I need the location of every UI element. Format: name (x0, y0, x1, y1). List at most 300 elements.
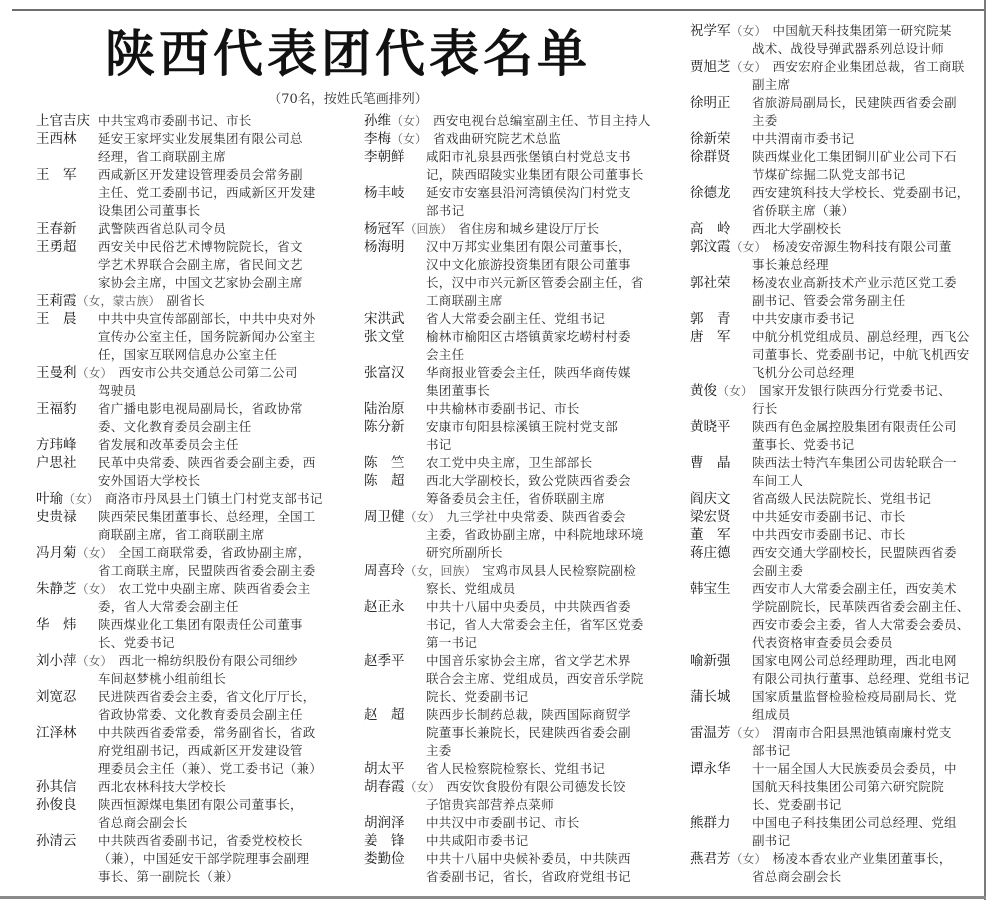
delegate-name-text: 唐 军 (690, 329, 731, 345)
delegate-name (690, 220, 752, 238)
delegate-name-text: 杨冠军 (364, 221, 405, 237)
delegate-title (119, 652, 336, 670)
delegate-name-text: 胡润泽 (364, 815, 405, 831)
delegate-name (364, 814, 426, 832)
delegate-title-line: 商联副主席，省工商联副主席 (98, 527, 265, 542)
delegate-title-line: 西安市委会主委，省人大常委会委员、 (752, 617, 970, 632)
delegate-title (752, 454, 982, 472)
delegate-name (364, 418, 426, 436)
delegate-title-line: 部书记 (426, 203, 465, 218)
delegate-name (690, 454, 752, 472)
delegate-title-line: 榆林市榆阳区古塔镇黄家圪崂村村委 (426, 329, 631, 344)
delegate-entry (690, 94, 982, 130)
delegate-name (36, 652, 113, 670)
delegate-title-line: 商洛市丹凤县土门镇土门村党支部书记 (105, 491, 323, 506)
delegate-entry (690, 814, 982, 850)
delegate-name-text: 刘宽忍 (36, 689, 77, 705)
delegate-name-text: 王 军 (36, 167, 77, 183)
delegate-name (36, 436, 98, 454)
delegate-title-line: 中国音乐家协会主席，省文学艺术界 (426, 653, 631, 668)
delegate-title-line: 主委 (752, 113, 778, 128)
delegate-name-text: 王曼利 (36, 365, 77, 381)
delegate-title-line: 陕西有色金属控股集团有限责任公司 (752, 419, 957, 434)
delegate-name (36, 130, 98, 148)
delegate-name (690, 418, 752, 436)
delegate-name-text: 王春新 (36, 221, 77, 237)
delegate-entry (364, 760, 674, 778)
delegate-title (752, 508, 982, 526)
delegate-entry (364, 472, 674, 508)
delegate-entry (364, 562, 674, 598)
delegate-title (98, 796, 336, 814)
delegate-name-text: 蒋庄德 (690, 545, 731, 561)
delegate-title-line: 省人大常委会副主任、党组书记 (426, 311, 606, 326)
delegate-title-line: 委、文化教育委员会副主任 (98, 419, 252, 434)
delegate-name (36, 508, 98, 526)
delegate-name (364, 400, 426, 418)
delegate-title-line: 车间工人 (752, 473, 804, 488)
delegate-name (364, 148, 426, 166)
delegate-name-text: 雷温芳 (690, 725, 731, 741)
delegate-title-line: 陕西煤业化工集团有限责任公司董事 (98, 617, 303, 632)
delegate-entry (364, 832, 674, 850)
delegate-title-line: 中共陕西省委副书记，省委党校校长 (98, 833, 303, 848)
delegate-name-text: 陈分新 (364, 419, 405, 435)
delegate-name-text: 王西林 (36, 131, 77, 147)
delegate-tag: （女） (76, 366, 113, 380)
delegate-entry (364, 508, 674, 562)
delegate-title-line: 节煤矿综掘二队党支部书记 (752, 167, 906, 182)
delegate-title (426, 832, 674, 850)
delegate-title-line: 家协会主席，中国文艺家协会副主席 (98, 275, 303, 290)
delegate-title (98, 724, 336, 742)
delegate-title-line: 西安交通大学副校长，民盟陕西省委 (752, 545, 957, 560)
delegate-title (426, 472, 674, 490)
delegate-name-text: 孙其信 (36, 779, 77, 795)
delegate-name (364, 850, 426, 868)
delegate-name-text: 江泽林 (36, 725, 77, 741)
delegate-name (36, 688, 98, 706)
delegate-name (364, 454, 426, 472)
delegate-title (426, 400, 674, 418)
delegate-name (36, 616, 98, 634)
delegate-name-text: 贾旭芝 (690, 59, 731, 75)
delegate-entry (36, 796, 336, 832)
delegate-title-line: 长、党委书记 (98, 635, 175, 650)
delegate-name (690, 184, 752, 202)
delegate-name (364, 508, 441, 526)
delegate-title-line: 陕西恒源煤电集团有限公司董事长， (98, 797, 303, 812)
delegate-title (447, 508, 674, 526)
delegate-name (364, 112, 427, 130)
delegate-title-line: 中共安康市委书记 (752, 311, 855, 326)
page-title: 陕西代表团代表名单 (105, 25, 591, 83)
delegate-entry (36, 436, 336, 454)
delegate-title-line: 全国工商联常委，省政协副主席， (118, 545, 311, 560)
delegate-title-line: 院长、党委副书记 (426, 689, 529, 704)
delegate-title-line: 农工党中央副主席、陕西省委会主 (118, 581, 311, 596)
delegate-name-text: 张富汉 (364, 365, 405, 381)
delegate-title-line: 省人民检察院检察长、党组书记 (426, 761, 606, 776)
delegate-title (426, 148, 674, 166)
delegate-title (98, 400, 336, 418)
delegate-title-line: 西安饮食股份有限公司德发长饺 (446, 779, 626, 794)
delegate-title (426, 706, 674, 724)
delegate-entry (364, 652, 674, 706)
delegate-title (98, 832, 336, 850)
delegate-title (426, 652, 674, 670)
delegate-title (98, 112, 336, 130)
delegate-name-text: 李梅 (364, 131, 391, 147)
delegate-tag: （女） (63, 492, 100, 506)
delegate-title-line: 省政协常委、文化教育委员会副主任 (98, 707, 303, 722)
delegate-title-line: 任，国家互联网信息办公室主任 (98, 347, 278, 362)
delegate-title-line: 安外国语大学校长 (98, 473, 201, 488)
delegate-title-line: 副省长 (166, 293, 205, 308)
delegate-title (752, 490, 982, 508)
delegate-title-line: 筹备委员会主任，省侨联副主席 (426, 491, 606, 506)
delegate-entry (364, 220, 674, 238)
delegate-title-line: 飞机分公司总经理 (752, 365, 855, 380)
delegate-name-text: 史贵禄 (36, 509, 77, 525)
delegate-entry (364, 706, 674, 760)
delegate-title (752, 688, 982, 706)
delegate-name-text: 华 炜 (36, 617, 77, 633)
column-3 (690, 22, 982, 886)
delegate-entry (36, 220, 336, 238)
delegate-title (752, 94, 982, 112)
delegate-name (36, 796, 98, 814)
column-1 (36, 112, 336, 886)
delegate-title-line: 农工党中央主席，卫生部部长 (426, 455, 593, 470)
delegate-title-line: 杨凌农业高新技术产业示范区党工委 (752, 275, 957, 290)
delegate-tag: （女，蒙古族） (76, 294, 161, 308)
delegate-name (36, 220, 98, 238)
delegate-title (752, 184, 982, 202)
delegate-title (433, 130, 674, 148)
delegate-title-line: 宣传办公室主任，国务院新闻办公室主 (98, 329, 316, 344)
delegate-title (98, 616, 336, 634)
delegate-name-text: 孙清云 (36, 833, 77, 849)
delegate-entry (364, 148, 674, 184)
delegate-entry (364, 130, 674, 148)
delegate-entry (364, 310, 674, 328)
delegate-tag: （女） (76, 582, 113, 596)
delegate-entry (690, 688, 982, 724)
delegate-title (752, 760, 982, 778)
delegate-title (119, 364, 336, 382)
delegate-name-text: 王福豹 (36, 401, 77, 417)
delegate-title-line: 中航分机党组成员、副总经理，西飞公 (752, 329, 970, 344)
delegate-name (690, 130, 752, 148)
delegate-entry (36, 292, 336, 310)
delegate-title-line: 工商联副主席 (426, 293, 503, 308)
delegate-title-line: 安康市旬阳县棕溪镇王院村党支部 (426, 419, 619, 434)
delegate-title-line: 学院副院长，民革陕西省委会副主任、 (752, 599, 970, 614)
delegate-name-text: 阎庆文 (690, 491, 731, 507)
delegate-title (459, 220, 674, 238)
delegate-entry (364, 238, 674, 310)
delegate-name-text: 喻新强 (690, 653, 731, 669)
delegate-title (759, 382, 982, 400)
delegate-title-line: 陕西步长制药总裁，陕西国际商贸学 (426, 707, 631, 722)
delegate-entry (690, 850, 982, 886)
delegate-entry (36, 832, 336, 886)
delegate-title (752, 580, 982, 598)
delegate-title-line: 中共十八届中央候补委员，中共陕西 (426, 851, 631, 866)
delegate-title-line: 咸阳市礼泉县西张堡镇白村党总支书 (426, 149, 631, 164)
delegate-title (105, 490, 336, 508)
delegate-title (752, 418, 982, 436)
delegate-tag: （女） (730, 24, 767, 38)
delegate-title (433, 112, 674, 130)
delegate-title-line: 会副主委 (752, 563, 804, 578)
delegate-name-text: 谭永华 (690, 761, 731, 777)
delegate-title-line: 董事长、党委书记 (752, 437, 855, 452)
delegate-title-line: 中国航天科技集团第一研究院某 (772, 23, 952, 38)
delegate-name-text: 叶瑜 (36, 491, 63, 507)
delegate-name (364, 310, 426, 328)
delegate-title-line: 战术、战役导弹武器系列总设计师 (752, 41, 945, 56)
delegate-title (752, 328, 982, 346)
delegate-entry (36, 112, 336, 130)
delegate-name-text: 韩宝生 (690, 581, 731, 597)
delegate-entry (364, 364, 674, 400)
column-2 (364, 112, 674, 886)
delegate-name (690, 814, 752, 832)
delegate-entry (36, 508, 336, 544)
delegate-title (426, 310, 674, 328)
delegate-title-line: 宝鸡市凤县人民检察院副检 (482, 563, 637, 578)
delegate-name-text: 徐德龙 (690, 185, 731, 201)
delegate-name (364, 364, 426, 382)
delegate-title-line: 杨凌安帝源生物科技有限公司董 (772, 239, 952, 254)
delegate-title-line: 西北一棉纺织股份有限公司细纱 (118, 653, 298, 668)
delegate-entry (690, 490, 982, 508)
delegate-title-line: 陕西煤业化工集团铜川矿业公司下石 (752, 149, 957, 164)
delegate-name-text: 周卫健 (364, 509, 405, 525)
delegate-title (426, 598, 674, 616)
delegate-name-text: 孙维 (364, 113, 391, 129)
delegate-name (36, 166, 98, 184)
delegate-tag: （女） (76, 546, 113, 560)
delegate-title-line: 西北大学副校长 (752, 221, 842, 236)
delegate-name (690, 148, 752, 166)
delegate-tag: （女） (404, 780, 441, 794)
delegate-entry (690, 184, 982, 220)
delegate-tag: （女） (404, 510, 441, 524)
delegate-title-line: 省高级人民法院院长、党组书记 (752, 491, 932, 506)
delegate-name (36, 580, 113, 598)
delegate-entry (364, 814, 674, 832)
delegate-title-line: 事长、第一副院长（兼） (98, 869, 239, 884)
delegate-entry (364, 778, 674, 814)
delegate-name-text: 刘小萍 (36, 653, 77, 669)
delegate-name-text: 董 军 (690, 527, 731, 543)
delegate-name (690, 544, 752, 562)
delegate-title-line: 中共西安市委副书记、市长 (752, 527, 906, 542)
delegate-name-text: 陈 超 (364, 473, 405, 489)
delegate-title-line: 有限公司执行董事、总经理、党组书记 (752, 671, 970, 686)
delegate-title (426, 760, 674, 778)
delegate-title-line: 西安市公共交通总公司第二公司 (118, 365, 298, 380)
delegate-name (36, 778, 98, 796)
delegate-title-line: 杨凌本香农业产业集团董事长， (772, 851, 952, 866)
delegate-entry (690, 130, 982, 148)
delegate-title-line: 中共汉中市委副书记、市长 (426, 815, 580, 830)
delegate-title-line: 主任、党工委副书记，西咸新区开发建 (98, 185, 316, 200)
delegate-title-line: 中共陕西省委常委，常务副省长，省政 (98, 725, 316, 740)
delegate-name-text: 孙俊良 (36, 797, 77, 813)
delegate-tag: （女） (76, 654, 113, 668)
delegate-name (690, 328, 752, 346)
delegate-title-line: 西北农林科技大学校长 (98, 779, 227, 794)
delegate-title-line: 主委 (426, 743, 452, 758)
delegate-name-text: 户思社 (36, 455, 77, 471)
delegate-title-line: 省旅游局副局长，民建陕西省委会副 (752, 95, 957, 110)
delegate-title (98, 778, 336, 796)
delegate-tag: （女） (730, 852, 767, 866)
delegate-name-text: 陆治原 (364, 401, 405, 417)
delegate-title-line: 国家质量监督检验检疫局副局长、党 (752, 689, 957, 704)
delegate-title-line: 司董事长、党委副书记，中航飞机西安 (752, 347, 970, 362)
delegate-name-text: 杨丰岐 (364, 185, 405, 201)
delegate-title-line: 西安市人大常委会副主任，西安美术 (752, 581, 957, 596)
delegate-title-line: 行长 (752, 401, 778, 416)
delegate-entry (690, 418, 982, 454)
delegate-entry (690, 274, 982, 310)
delegate-name-text: 黄晓平 (690, 419, 731, 435)
delegate-name-text: 梁宏贤 (690, 509, 731, 525)
delegate-name (690, 490, 752, 508)
delegate-name-text: 王勇超 (36, 239, 77, 255)
delegate-entry (690, 652, 982, 688)
delegate-name-text: 胡太平 (364, 761, 405, 777)
delegate-title (752, 310, 982, 328)
delegate-name (364, 130, 427, 148)
delegate-name-text: 陈 竺 (364, 455, 405, 471)
delegate-title (98, 688, 336, 706)
delegate-title-line: 陕西荣民集团董事长、总经理，全国工 (98, 509, 316, 524)
delegate-title-line: 中共延安市委副书记、市长 (752, 509, 906, 524)
delegate-name (690, 526, 752, 544)
delegate-title (426, 184, 674, 202)
delegate-name-text: 王 晨 (36, 311, 77, 327)
delegate-tag: （回族） (404, 222, 453, 236)
delegate-title-line: 中国电子科技集团公司总经理、党组 (752, 815, 957, 830)
delegate-title (773, 58, 982, 76)
delegate-name (36, 112, 98, 130)
delegate-title-line: 驾驶员 (98, 383, 137, 398)
delegate-entry (364, 598, 674, 652)
delegate-name-text: 方玮峰 (36, 437, 77, 453)
delegate-entry (36, 724, 336, 778)
delegate-name-text: 徐明正 (690, 95, 731, 111)
delegate-name-text: 蒲长城 (690, 689, 731, 705)
delegate-title-line: 九三学社中央常委、陕西省委会 (446, 509, 626, 524)
delegate-entry (36, 652, 336, 688)
delegate-title-line: 子馆贵宾部营养点菜师 (426, 797, 555, 812)
delegate-title-line: 西安关中民俗艺术博物院院长，省文 (98, 239, 303, 254)
delegate-title (752, 652, 982, 670)
delegate-entry (690, 58, 982, 94)
delegate-title (773, 850, 982, 868)
delegate-title-line: 委，省人大常委会副主任 (98, 599, 239, 614)
delegate-title-line: 联合会主席、党组成员，西安音乐学院 (426, 671, 644, 686)
delegate-entry (364, 454, 674, 472)
delegate-name (36, 364, 113, 382)
delegate-name-text: 杨海明 (364, 239, 405, 255)
delegate-title-line: 国航天科技集团公司第六研究院院 (752, 779, 945, 794)
delegate-name-text: 赵 超 (364, 707, 405, 723)
delegate-title-line: 经理，省工商联副主席 (98, 149, 227, 164)
delegate-tag: （女） (730, 726, 767, 740)
delegate-entry (690, 526, 982, 544)
delegate-title-line: 代表资格审查委员会委员 (752, 635, 893, 650)
delegate-name-text: 宋洪武 (364, 311, 405, 327)
delegate-title-line: 省发展和改革委员会主任 (98, 437, 239, 452)
delegate-title (773, 238, 982, 256)
delegate-title (752, 130, 982, 148)
delegate-title-line: 国家电网公司总经理助理，西北电网 (752, 653, 957, 668)
delegate-title (773, 22, 982, 40)
delegate-title-line: 记，陕西昭陵实业集团有限公司董事长 (426, 167, 644, 182)
delegate-title-line: 主委，省政协副主席，中科院地球环境 (426, 527, 644, 542)
delegate-name (690, 850, 767, 868)
delegate-name (690, 382, 753, 400)
delegate-name-text: 赵季平 (364, 653, 405, 669)
delegate-tag: （女） (391, 114, 428, 128)
delegate-name (690, 58, 767, 76)
delegate-name-text: 郭社荣 (690, 275, 731, 291)
delegate-name (36, 724, 98, 742)
delegate-title-line: 府党组副书记，西咸新区开发建设管 (98, 743, 303, 758)
delegate-title (773, 724, 982, 742)
delegate-title-line: 察长、党组成员 (426, 581, 516, 596)
delegate-title-line: 长、党委副书记 (752, 797, 842, 812)
delegate-title-line: 西安电视台总编室副主任、节目主持人 (433, 113, 651, 128)
delegate-title-line: 省总商会副会长 (752, 869, 842, 884)
delegate-title-line: 车间赵梦桃小组前组长 (98, 671, 227, 686)
right-border (984, 0, 986, 900)
delegate-title (98, 454, 336, 472)
delegate-name (364, 652, 426, 670)
delegate-entry (690, 382, 982, 418)
delegate-entry (36, 310, 336, 364)
delegate-title-line: 民进陕西省委会主委，省文化厅厅长， (98, 689, 316, 704)
delegate-title-line: 书记，省人大常委会主任，省军区党委 (426, 617, 644, 632)
delegate-name-text: 王莉霞 (36, 293, 77, 309)
delegate-tag: （女） (717, 384, 754, 398)
delegate-title-line: 中共十八届中央委员，中共陕西省委 (426, 599, 631, 614)
delegate-name (36, 544, 113, 562)
delegate-entry (690, 22, 982, 58)
delegate-name-text: 姜 锋 (364, 833, 405, 849)
delegate-name-text: 胡春霞 (364, 779, 405, 795)
delegate-title-line: 理委员会主任（兼）、党工委书记（兼） (98, 761, 323, 776)
delegate-title-line: 十一届全国人大民族委员会委员，中 (752, 761, 957, 776)
delegate-title-line: 设集团公司董事长 (98, 203, 201, 218)
delegate-name (690, 724, 767, 742)
delegate-tag: （女） (391, 132, 428, 146)
delegate-title-line: 组成员 (752, 707, 791, 722)
delegate-entry (690, 508, 982, 526)
delegate-title-line: 省广播电影电视局副局长，省政协常 (98, 401, 303, 416)
delegate-title-line: 延安王家坪实业发展集团有限公司总 (98, 131, 303, 146)
delegate-name (690, 508, 752, 526)
delegate-name (36, 490, 99, 508)
delegate-title (98, 310, 336, 328)
